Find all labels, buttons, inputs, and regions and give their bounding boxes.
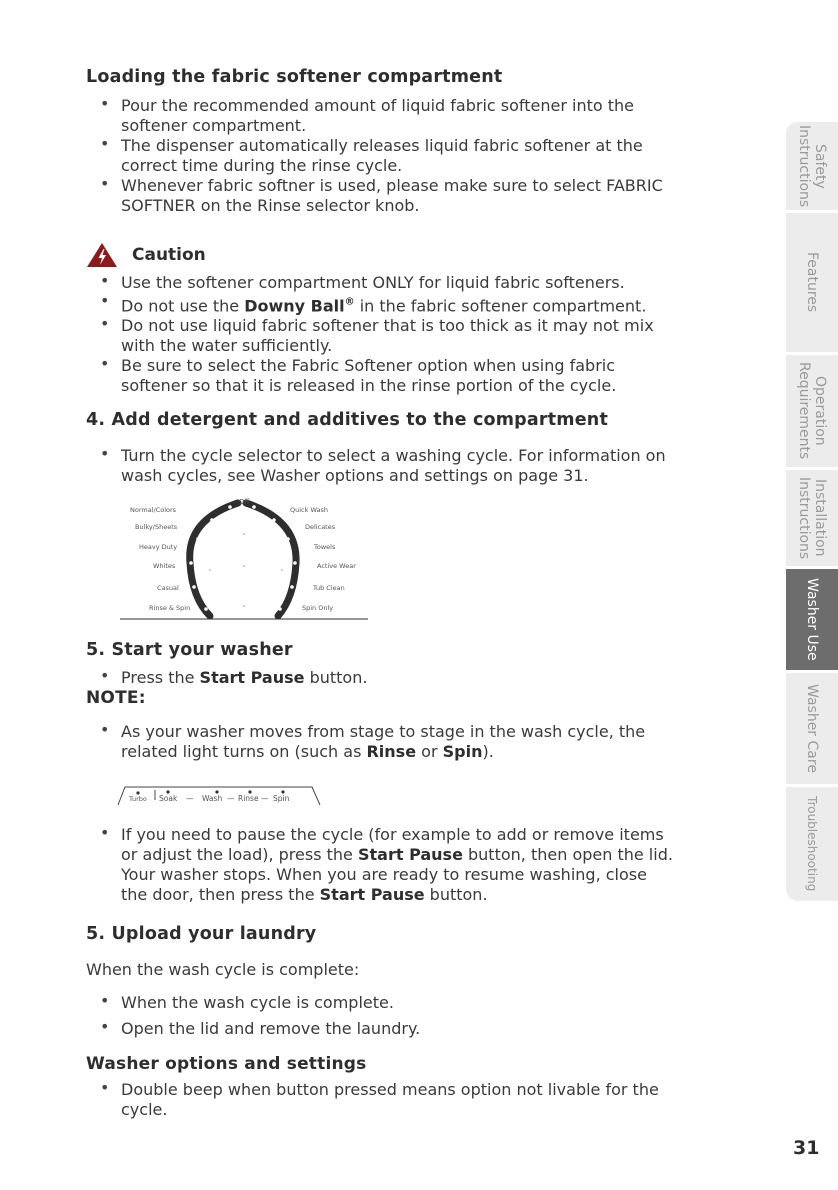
- dial-label: Bulky/Sheets: [135, 523, 178, 531]
- caution-list: [100, 273, 740, 396]
- panel-dash: —: [261, 794, 269, 803]
- list-item: • Pour the recommended amount of liquid fabric softener into the softener compartment.: [100, 96, 740, 136]
- dial-label: Tub Clean: [313, 584, 345, 592]
- stage-indicator-panel: [116, 786, 322, 806]
- page-number: 31: [793, 1137, 820, 1159]
- tab-washer-use[interactable]: [786, 569, 838, 670]
- warning-icon: [86, 242, 118, 268]
- tab-label: Instructions: [796, 124, 812, 208]
- dial-label: Whites: [153, 562, 176, 570]
- dial-label: Rinse & Spin: [149, 604, 191, 612]
- tab-installation-instructions[interactable]: [786, 470, 838, 566]
- upload-laundry-heading: 5. Upload your laundry: [86, 924, 317, 944]
- note-list-2: [100, 825, 740, 905]
- start-washer-list: [100, 668, 740, 688]
- dial-label: Heavy Duty: [139, 543, 178, 551]
- list-item: • Open the lid and remove the laundry.: [100, 1019, 740, 1039]
- list-item: • Do not use liquid fabric softener that is too thick as it may not mix with the water sufficiently.: [100, 316, 740, 356]
- list-item: • Do not use the Downy Ball® in the fabric softener compartment.: [100, 293, 740, 316]
- washer-options-list: [100, 1080, 740, 1120]
- dial-label: Normal/Colors: [130, 506, 177, 514]
- panel-dash: —: [186, 794, 194, 803]
- add-detergent-list: [100, 446, 740, 486]
- dial-label: Casual: [157, 584, 179, 592]
- washer-options-heading: Washer options and settings: [86, 1054, 367, 1074]
- list-item: • If you need to pause the cycle (for example to add or remove items or adjust the load), press the Start Pause button, then open the lid. Your washer stops. When you are ready to resume washing, close the door, then press the Start Pause button.: [100, 825, 740, 905]
- tab-label: Requirements: [796, 362, 812, 460]
- list-item: • When the wash cycle is complete.: [100, 993, 740, 1013]
- tab-label: Instructions: [796, 476, 812, 560]
- tab-label: Installation: [812, 479, 828, 557]
- caution-label: Caution: [132, 245, 206, 265]
- tab-label: Safety: [812, 143, 828, 189]
- dial-label: Quick Wash: [290, 506, 328, 514]
- tab-operation-requirements[interactable]: [786, 355, 838, 467]
- tab-label: Washer Use: [804, 578, 820, 661]
- upload-laundry-list: [100, 993, 740, 1039]
- panel-dash: —: [227, 794, 235, 803]
- tab-label: Operation: [812, 376, 828, 446]
- tab-features[interactable]: [786, 213, 838, 352]
- dial-label: Spin Only: [302, 604, 334, 612]
- list-item: • Whenever fabric softner is used, please make sure to select FABRIC SOFTNER on the Rinse selector knob.: [100, 176, 740, 216]
- dial-label: Delicates: [305, 523, 336, 531]
- start-washer-heading: 5. Start your washer: [86, 640, 293, 660]
- panel-label-soak: Soak: [159, 794, 178, 803]
- panel-label-wash: Wash: [202, 794, 223, 803]
- list-item: • Use the softener compartment ONLY for liquid fabric softeners.: [100, 273, 740, 293]
- add-detergent-heading: 4. Add detergent and additives to the compartment: [86, 410, 609, 430]
- list-item: • The dispenser automatically releases liquid fabric softener at the correct time during the rinse cycle.: [100, 136, 740, 176]
- dial-label: Active Wear: [317, 562, 356, 570]
- note-list-1: [100, 722, 740, 762]
- tab-troubleshooting[interactable]: [786, 787, 838, 901]
- dial-label: Towels: [314, 543, 336, 551]
- tab-safety-instructions[interactable]: [786, 122, 838, 210]
- list-item: • Be sure to select the Fabric Softener option when using fabric softener so that it is released in the rinse portion of the cycle.: [100, 356, 740, 396]
- panel-label-turbo: Turbo: [129, 795, 147, 803]
- fabric-softener-list: [100, 96, 740, 216]
- tab-label: Troubleshooting: [805, 796, 819, 892]
- fabric-softener-heading: Loading the fabric softener compartment: [86, 67, 503, 87]
- tab-label: Features: [804, 252, 820, 313]
- list-item: • Double beep when button pressed means option not livable for the cycle.: [100, 1080, 740, 1120]
- cycle-selector-diagram: [120, 498, 370, 624]
- panel-label-rinse: Rinse: [238, 794, 259, 803]
- tab-washer-care[interactable]: [786, 673, 838, 784]
- list-item: • Press the Start Pause button.: [100, 668, 740, 688]
- dial-label-off: Off: [239, 498, 250, 506]
- list-item: • Turn the cycle selector to select a washing cycle. For information on wash cycles, see Washer options and settings on page 31.: [100, 446, 740, 486]
- note-label: NOTE:: [86, 688, 146, 708]
- upload-laundry-intro: When the wash cycle is complete:: [86, 960, 360, 979]
- tab-label: Washer Care: [804, 684, 820, 773]
- panel-label-spin: Spin: [273, 794, 290, 803]
- list-item: • As your washer moves from stage to stage in the wash cycle, the related light turns on (such as Rinse or Spin).: [100, 722, 740, 762]
